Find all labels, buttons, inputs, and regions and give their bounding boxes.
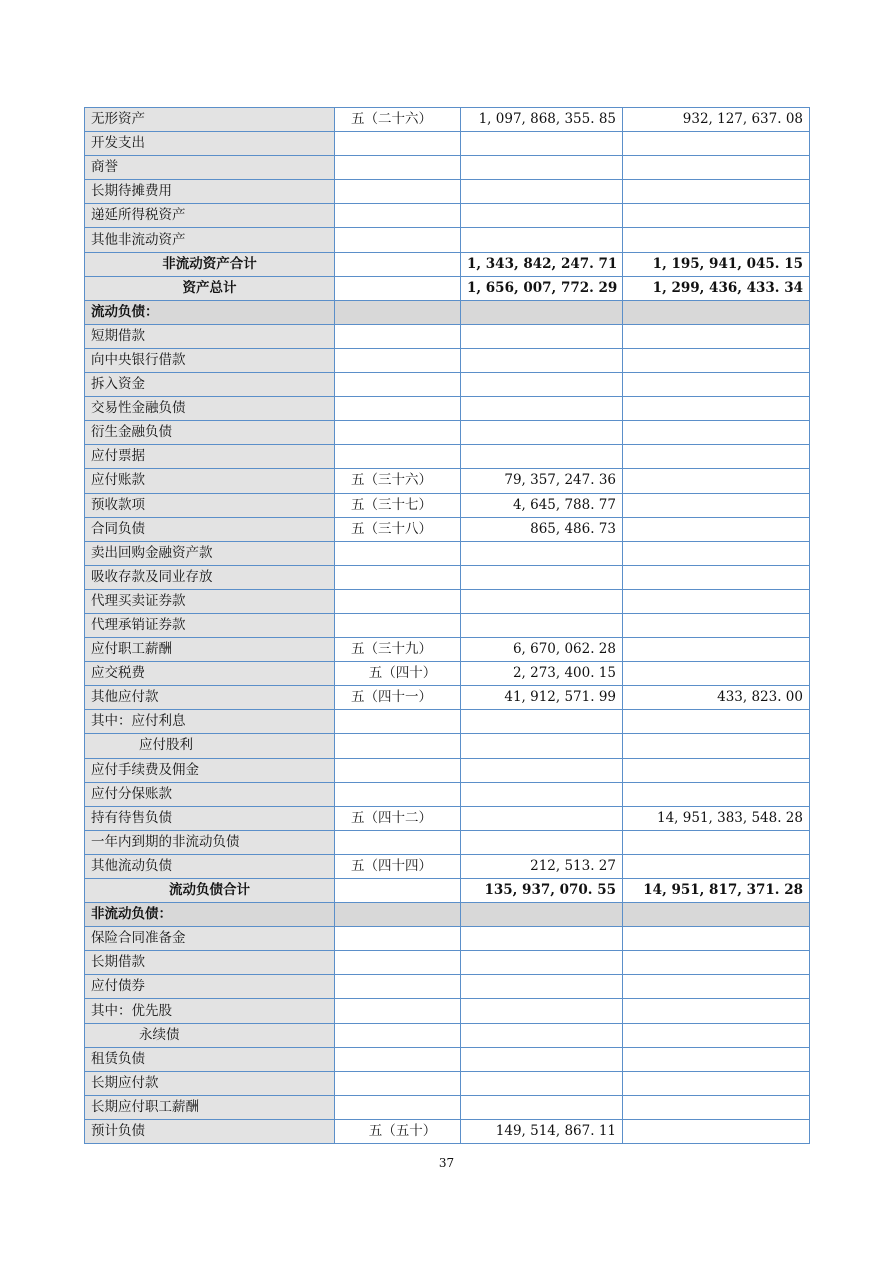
table-row — [85, 1071, 810, 1095]
current-period-cell: 212, 513. 27 — [461, 854, 623, 878]
item-name-cell: 其中：优先股 — [85, 999, 335, 1023]
item-name-cell: 短期借款 — [85, 324, 335, 348]
current-period-cell: 79, 357, 247. 36 — [461, 469, 623, 493]
prior-period-cell — [623, 854, 810, 878]
prior-period-cell — [623, 300, 810, 324]
item-name-cell: 长期应付款 — [85, 1071, 335, 1095]
item-name-cell: 长期待摊费用 — [85, 180, 335, 204]
prior-period-cell — [623, 324, 810, 348]
note-cell — [335, 951, 461, 975]
item-name-cell: 应付票据 — [85, 445, 335, 469]
note-cell — [335, 445, 461, 469]
note-cell: 五（四十） — [335, 662, 461, 686]
current-period-cell — [461, 782, 623, 806]
page-number: 37 — [438, 1156, 455, 1170]
current-period-cell: 4, 645, 788. 77 — [461, 493, 623, 517]
note-cell — [335, 758, 461, 782]
item-name-cell: 预收款项 — [85, 493, 335, 517]
note-cell — [335, 734, 461, 758]
item-name-cell: 合同负债 — [85, 517, 335, 541]
item-name-cell: 长期借款 — [85, 951, 335, 975]
balance-sheet-table — [84, 107, 810, 1144]
item-name-cell: 开发支出 — [85, 132, 335, 156]
note-cell — [335, 1095, 461, 1119]
note-cell — [335, 903, 461, 927]
prior-period-cell — [623, 758, 810, 782]
note-cell — [335, 373, 461, 397]
table-row — [85, 686, 810, 710]
prior-period-cell — [623, 734, 810, 758]
total-row — [85, 879, 810, 903]
table-row — [85, 1023, 810, 1047]
current-period-cell — [461, 373, 623, 397]
table-row — [85, 565, 810, 589]
current-period-cell — [461, 204, 623, 228]
note-cell — [335, 589, 461, 613]
table-row — [85, 517, 810, 541]
table-row — [85, 108, 810, 132]
prior-period-cell: 433, 823. 00 — [623, 686, 810, 710]
note-cell — [335, 228, 461, 252]
current-period-cell — [461, 445, 623, 469]
prior-period-cell — [623, 927, 810, 951]
note-cell — [335, 613, 461, 637]
current-period-cell — [461, 806, 623, 830]
prior-period-cell — [623, 1119, 810, 1143]
item-name-cell: 长期应付职工薪酬 — [85, 1095, 335, 1119]
prior-period-cell — [623, 999, 810, 1023]
prior-period-cell — [623, 493, 810, 517]
table-row — [85, 1047, 810, 1071]
current-period-cell — [461, 348, 623, 372]
note-cell — [335, 541, 461, 565]
item-name-cell: 其他应付款 — [85, 686, 335, 710]
note-cell — [335, 421, 461, 445]
prior-period-cell — [623, 156, 810, 180]
current-period-cell — [461, 975, 623, 999]
prior-period-cell — [623, 613, 810, 637]
note-cell: 五（四十一） — [335, 686, 461, 710]
prior-period-cell — [623, 469, 810, 493]
item-name-cell: 其他非流动资产 — [85, 228, 335, 252]
note-cell: 五（三十九） — [335, 638, 461, 662]
prior-period-cell — [623, 397, 810, 421]
item-name-cell: 应交税费 — [85, 662, 335, 686]
item-name-cell: 永续债 — [85, 1023, 335, 1047]
item-name-cell: 交易性金融负债 — [85, 397, 335, 421]
table-row — [85, 132, 810, 156]
item-name-cell: 资产总计 — [85, 276, 335, 300]
current-period-cell — [461, 734, 623, 758]
item-name-cell: 拆入资金 — [85, 373, 335, 397]
note-cell: 五（三十六） — [335, 469, 461, 493]
current-period-cell — [461, 132, 623, 156]
prior-period-cell — [623, 1023, 810, 1047]
prior-period-cell — [623, 228, 810, 252]
current-period-cell — [461, 397, 623, 421]
table-row — [85, 445, 810, 469]
prior-period-cell — [623, 204, 810, 228]
prior-period-cell — [623, 132, 810, 156]
note-cell: 五（二十六） — [335, 108, 461, 132]
current-period-cell: 6, 670, 062. 28 — [461, 638, 623, 662]
item-name-cell: 无形资产 — [85, 108, 335, 132]
current-period-cell — [461, 324, 623, 348]
table-row — [85, 999, 810, 1023]
table-row — [85, 638, 810, 662]
current-period-cell — [461, 180, 623, 204]
table-row — [85, 927, 810, 951]
current-period-cell — [461, 903, 623, 927]
prior-period-cell — [623, 517, 810, 541]
balance-sheet-body — [85, 108, 810, 1144]
current-period-cell — [461, 541, 623, 565]
prior-period-cell — [623, 662, 810, 686]
prior-period-cell — [623, 1095, 810, 1119]
item-name-cell: 应付账款 — [85, 469, 335, 493]
item-name-cell: 应付职工薪酬 — [85, 638, 335, 662]
prior-period-cell: 14, 951, 817, 371. 28 — [623, 879, 810, 903]
item-name-cell: 其中：应付利息 — [85, 710, 335, 734]
prior-period-cell — [623, 1071, 810, 1095]
note-cell — [335, 830, 461, 854]
total-row — [85, 276, 810, 300]
section-header-row — [85, 903, 810, 927]
prior-period-cell — [623, 975, 810, 999]
current-period-cell: 135, 937, 070. 55 — [461, 879, 623, 903]
note-cell: 五（三十七） — [335, 493, 461, 517]
prior-period-cell — [623, 373, 810, 397]
table-row — [85, 1119, 810, 1143]
current-period-cell — [461, 228, 623, 252]
note-cell — [335, 300, 461, 324]
prior-period-cell — [623, 1047, 810, 1071]
table-row — [85, 421, 810, 445]
item-name-cell: 应付股利 — [85, 734, 335, 758]
note-cell: 五（四十四） — [335, 854, 461, 878]
current-period-cell — [461, 830, 623, 854]
note-cell — [335, 348, 461, 372]
prior-period-cell — [623, 180, 810, 204]
current-period-cell — [461, 613, 623, 637]
item-name-cell: 租赁负债 — [85, 1047, 335, 1071]
current-period-cell: 865, 486. 73 — [461, 517, 623, 541]
note-cell — [335, 975, 461, 999]
prior-period-cell — [623, 903, 810, 927]
current-period-cell — [461, 927, 623, 951]
prior-period-cell: 932, 127, 637. 08 — [623, 108, 810, 132]
note-cell — [335, 252, 461, 276]
current-period-cell — [461, 758, 623, 782]
item-name-cell: 卖出回购金融资产款 — [85, 541, 335, 565]
note-cell: 五（五十） — [335, 1119, 461, 1143]
table-row — [85, 541, 810, 565]
prior-period-cell — [623, 638, 810, 662]
table-row — [85, 397, 810, 421]
note-cell — [335, 927, 461, 951]
item-name-cell: 向中央银行借款 — [85, 348, 335, 372]
table-row — [85, 324, 810, 348]
current-period-cell — [461, 999, 623, 1023]
note-cell — [335, 565, 461, 589]
note-cell — [335, 156, 461, 180]
note-cell — [335, 782, 461, 806]
table-row — [85, 180, 810, 204]
prior-period-cell: 1, 299, 436, 433. 34 — [623, 276, 810, 300]
current-period-cell — [461, 156, 623, 180]
table-row — [85, 228, 810, 252]
note-cell — [335, 710, 461, 734]
note-cell — [335, 132, 461, 156]
prior-period-cell — [623, 710, 810, 734]
total-row — [85, 252, 810, 276]
item-name-cell: 吸收存款及同业存放 — [85, 565, 335, 589]
current-period-cell: 1, 656, 007, 772. 29 — [461, 276, 623, 300]
item-name-cell: 应付债券 — [85, 975, 335, 999]
table-row — [85, 710, 810, 734]
table-row — [85, 469, 810, 493]
note-cell: 五（三十八） — [335, 517, 461, 541]
note-cell — [335, 879, 461, 903]
table-row — [85, 975, 810, 999]
prior-period-cell — [623, 782, 810, 806]
prior-period-cell — [623, 951, 810, 975]
current-period-cell: 1, 097, 868, 355. 85 — [461, 108, 623, 132]
current-period-cell — [461, 710, 623, 734]
note-cell — [335, 999, 461, 1023]
table-row — [85, 613, 810, 637]
item-name-cell: 流动负债： — [85, 300, 335, 324]
item-name-cell: 应付分保账款 — [85, 782, 335, 806]
prior-period-cell — [623, 421, 810, 445]
item-name-cell: 持有待售负债 — [85, 806, 335, 830]
item-name-cell: 其他流动负债 — [85, 854, 335, 878]
table-row — [85, 662, 810, 686]
item-name-cell: 衍生金融负债 — [85, 421, 335, 445]
item-name-cell: 代理买卖证券款 — [85, 589, 335, 613]
table-row — [85, 782, 810, 806]
prior-period-cell: 14, 951, 383, 548. 28 — [623, 806, 810, 830]
table-row — [85, 493, 810, 517]
note-cell — [335, 1023, 461, 1047]
table-row — [85, 348, 810, 372]
current-period-cell: 1, 343, 842, 247. 71 — [461, 252, 623, 276]
current-period-cell — [461, 1023, 623, 1047]
current-period-cell — [461, 1071, 623, 1095]
current-period-cell: 2, 273, 400. 15 — [461, 662, 623, 686]
prior-period-cell — [623, 830, 810, 854]
item-name-cell: 应付手续费及佣金 — [85, 758, 335, 782]
table-row — [85, 806, 810, 830]
table-row — [85, 1095, 810, 1119]
section-header-row — [85, 300, 810, 324]
prior-period-cell — [623, 445, 810, 469]
table-row — [85, 589, 810, 613]
note-cell — [335, 1071, 461, 1095]
current-period-cell — [461, 1047, 623, 1071]
prior-period-cell — [623, 565, 810, 589]
note-cell — [335, 204, 461, 228]
table-row — [85, 758, 810, 782]
prior-period-cell: 1, 195, 941, 045. 15 — [623, 252, 810, 276]
item-name-cell: 非流动负债： — [85, 903, 335, 927]
item-name-cell: 预计负债 — [85, 1119, 335, 1143]
item-name-cell: 保险合同准备金 — [85, 927, 335, 951]
prior-period-cell — [623, 541, 810, 565]
table-row — [85, 734, 810, 758]
item-name-cell: 非流动资产合计 — [85, 252, 335, 276]
table-row — [85, 951, 810, 975]
note-cell: 五（四十二） — [335, 806, 461, 830]
item-name-cell: 代理承销证券款 — [85, 613, 335, 637]
item-name-cell: 递延所得税资产 — [85, 204, 335, 228]
note-cell — [335, 180, 461, 204]
table-row — [85, 854, 810, 878]
current-period-cell — [461, 300, 623, 324]
prior-period-cell — [623, 589, 810, 613]
current-period-cell — [461, 951, 623, 975]
table-row — [85, 204, 810, 228]
note-cell — [335, 1047, 461, 1071]
current-period-cell: 41, 912, 571. 99 — [461, 686, 623, 710]
note-cell — [335, 276, 461, 300]
current-period-cell — [461, 421, 623, 445]
current-period-cell — [461, 565, 623, 589]
item-name-cell: 一年内到期的非流动负债 — [85, 830, 335, 854]
table-row — [85, 373, 810, 397]
current-period-cell: 149, 514, 867. 11 — [461, 1119, 623, 1143]
prior-period-cell — [623, 348, 810, 372]
item-name-cell: 流动负债合计 — [85, 879, 335, 903]
table-row — [85, 156, 810, 180]
item-name-cell: 商誉 — [85, 156, 335, 180]
note-cell — [335, 397, 461, 421]
current-period-cell — [461, 589, 623, 613]
current-period-cell — [461, 1095, 623, 1119]
note-cell — [335, 324, 461, 348]
table-row — [85, 830, 810, 854]
